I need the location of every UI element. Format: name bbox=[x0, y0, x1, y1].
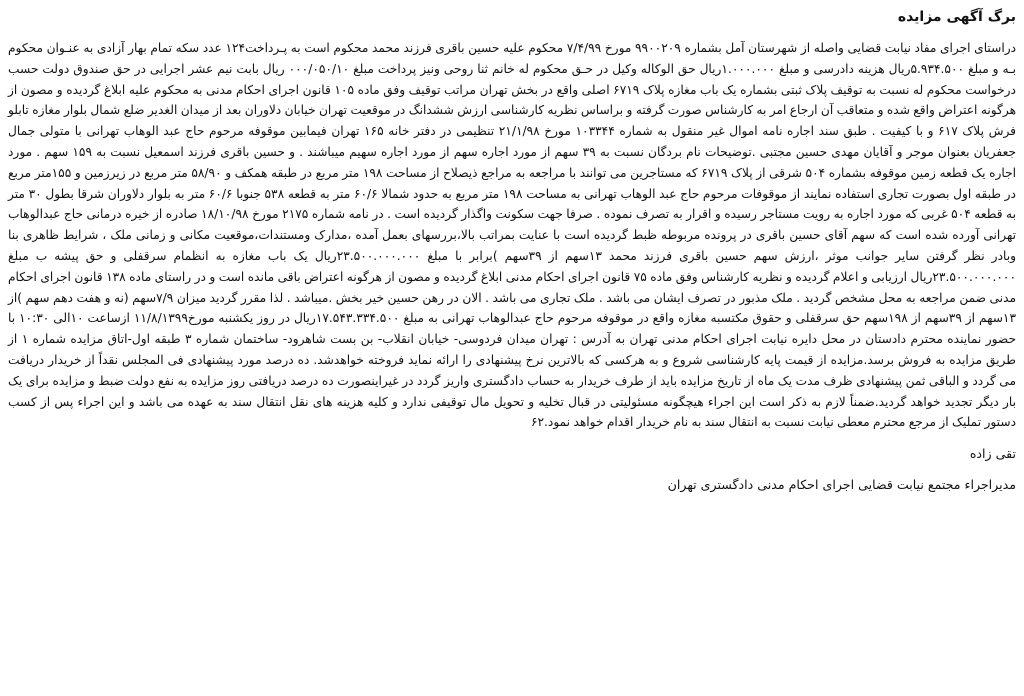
signer-role: مدیراجراء مجتمع نیابت قضایی اجرای احکام مدنی دادگستری تهران bbox=[667, 477, 1016, 493]
signer-name: تقی زاده bbox=[969, 446, 1016, 462]
notice-body: دراستای اجرای مفاد نیابت قضایی واصله از شهرستان آمل بشماره ۹۹۰۰۲۰۹ مورخ ۷/۴/۹۹ محکوم علیه حسین باقری فرزند محمد محکوم است به پـرداخت۱۲۴ عدد سکه تمام بهار آزادی به عنـوان محکوم بـه و مبلغ ۵.۹۳۴.۵۰۰ریال هزینه دادرسی و مبلغ ۱.۰۰۰.۰۰۰ریال حق الوکاله وکیل در حـق محکوم له خانم ثنا روحی ونیز پرداخت مبلغ ۰۰۰/۰۵۰/۱۰ ریال بابت نیم عشر اجرایی در حق صندوق دولت حسب درخواست محکوم له نسبت به توقیف پلاک ثبتی بشماره یک باب مغازه پلاک ۶۷۱۹ اصلی واقع در بخش تهران مراتب توقیف وفق ماده ۱۰۵ قانون اجرای احکام مدنی به محکوم علیه ابلاغ گردیده و مصون از هرگونه اعتراض واقع شده و متعاقب آن ارجاع امر به کارشناس صورت گرفته و براساس نظریه کارشناسی ارزش ششدانگ در موقعیت تهران خیابان دلاوران بعد از میدان الغدیر ضلع شمال بلوار مغازه تابلو فرش پلاک ۶۱۷ و با کیفیت . طبق سند اجاره نامه اموال غیر منقول به شماره ۱۰۳۳۴۴ مورخ ۲۱/۱/۹۸ تنظیمی در دفتر خانه ۱۶۵ تهران فیمابین موقوفه مرحوم حاج عبد الوهاب تهرانی با متولی جمال جعفریان بعنوان موجر و آقایان مهدی حسین مجتبی .توضیحات نام بردگان نسبت به ۳۹ سهم از مورد اجاره سهم از مورد اجاره سهیم میباشند . و حسین باقری فرزند اسمعیل نسبت به ۱۵۹ سهم . مورد اجاره یک قطعه زمین موقوفه بشماره ۵۰۴ شرقی از پلاک ۶۷۱۹ که مستاجرین می توانند با مراجعه به مراجع ذیصلاح از مساحت ۱۹۸ متر مربع در طبقه همکف و ۵۸/۹۰ متر مربع در زیرزمین و ۱۵۵متر مربع در طبقه اول بصورت تجاری استفاده نمایند از موقوفات مرحوم حاج عبد الوهاب تهرانی به مساحت ۱۹۸ متر مربع به حدود شمالا ۶۰/۶ متر به قطعه ۵۳۸ جنوبا ۶۰/۶ متر به بلوار دلاوران شرقا بطول ۳۰ متر به قطعه ۵۰۴ غربی که مورد اجاره به رویت مستاجر رسیده و اقرار به تصرف نموده . صرفا جهت سکونت واگذار گردیده است . در نامه شماره ۲۱۷۵ مورخ ۱۸/۱۰/۹۸ صادره از خیره درمانی حاج عبدالوهاب تهرانی آورده شده است که سهم آقای حسین باقری در پرونده مربوطه ظبط گردیده است با عنایت بمراتب بالا،بررسهای بعمل آمده ،مدارک ومستندات،موقعیت مکانی و زمانی ملک ، شرایط ظاهری بنا وبادر نظر گرفتن سایر جوانب موثر ،ارزش سهم حسین باقری فرزند محمد ۱۳سهم از ۳۹سهم )برابر با مبلغ ۲۳.۵۰۰.۰۰۰.۰۰۰ریال یک باب مغازه به انظمام سرقفلی و حق پیشه ب مبلغ ۲۳.۵۰۰.۰۰۰.۰۰۰ریال ارزیابی و اعلام گردیده و نظریه کارشناس وفق ماده ۷۵ قانون اجرای احکام مدنی ابلاغ گردیده و مصون از هرگونه اعتراض باقی مانده است و در راستای ماده ۱۳۸ قانون اجرای احکام مدنی ضمن مراجعه به محل مشخص گردید . ملک مذبور در تصرف ایشان می باشد . ملک تجاری می باشد . الان در رهن حسین خیر بخش .میباشد . لذا مقرر گردید میزان ۷/۹سهم (نه و هفت دهم سهم )از ۱۳سهم از ۳۹سهم از ۱۹۸سهم حق سرقفلی و حقوق مکتسبه مغازه واقع در موقوفه مرحوم حاج عبدالوهاب تهرانی به مبلغ ۱۷.۵۴۳.۳۳۴.۵۰۰ریال در روز یکشنبه مورخ۱۱/۸/۱۳۹۹ ازساعت ۱۰الی ۱۰:۳۰ با حضور نماینده محترم دادستان در محل دایره نیابت اجرای احکام مدنی تهران به آدرس : تهران میدان فردوسی- خیابان انقلاب- بن بست شاهرود- ساختمان شماره ۳ طبقه اول-اتاق مزایده شماره ۱ از طریق مزایده به فروش برسد.مزایده از قیمت پایه کارشناسی شروع و به هرکسی که بالاترین نرخ پیشنهادی را ارائه نماید فروخته خواهدشد. ده درصد مورد پیشنهادی فی المجلس نقداً از خریدار دریافت می گردد و الباقی ثمن پیشنهادی ظرف مدت یک ماه از تاریخ مزایده باید از طرف خریدار به حساب دادگستری واریز گردد در غیراینصورت ده درصد دریافتی روز مزایده به نفع دولت ضبط و مزایده برای یک بار دیگر تجدید خواهد گردید.ضمناً لازم به ذکر است این اجراء هیچگونه مسئولیتی در قبال تخلیه و تحویل مال توقیفی ندارد و کلیه هزینه های نقل انتقال سند به عهده می باشد و این اجراء پس از کسب دستور تملیک از مرجع محترم معطی نیابت نسبت به انتقال سند به نام خریدار اقدام خواهد نمود.۶۲ bbox=[8, 41, 1017, 430]
notice-title: برگ آگهی مزایده bbox=[897, 9, 1016, 25]
